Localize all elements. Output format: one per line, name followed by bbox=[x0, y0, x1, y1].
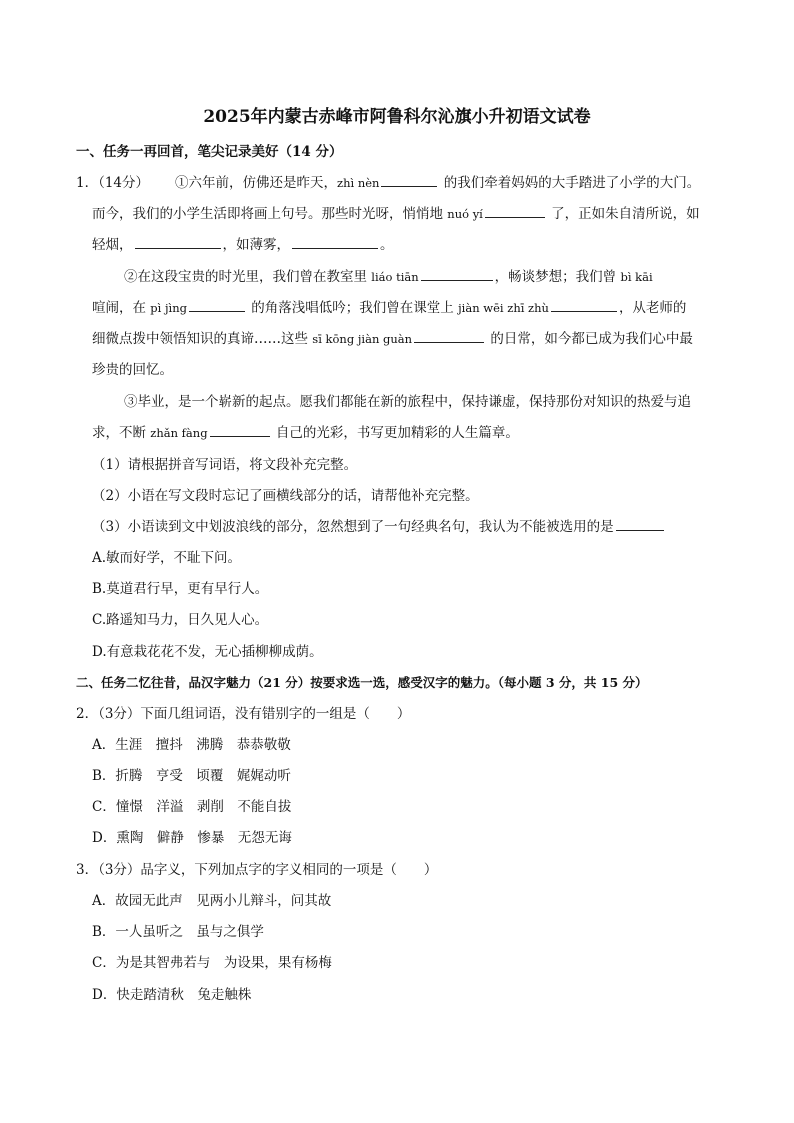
q1-p1-text-b: 的我们牵着妈妈的大手踏进了小学的大门。 bbox=[439, 175, 701, 191]
q1-option-d: D.有意栽花花不发，无心插柳柳成荫。 bbox=[92, 644, 323, 660]
q1-number: 1．（14分） bbox=[76, 175, 150, 191]
section-1-heading: 一、任务一再回首，笔尖记录美好（14 分） bbox=[76, 144, 343, 160]
section-2-heading: 二、任务二忆往昔，品汉字魅力（21 分）按要求选一选，感受汉字的魅力。（每小题 3 分，共 15 分） bbox=[76, 675, 648, 690]
q1-p2-text-b: ，畅谈梦想；我们曾 bbox=[494, 269, 621, 285]
q1-p2-text-a: ②在这段宝贵的时光里，我们曾在教室里 bbox=[124, 269, 372, 285]
pinyin-jianweizhizhu: jiàn wēi zhī zhù bbox=[458, 301, 549, 315]
q3-option-c: C．为是其智弗若与 为设果，果有杨梅 bbox=[92, 955, 332, 971]
q2-option-b: B．折腾 亨受 顷覆 娓娓动听 bbox=[92, 768, 291, 784]
pinyin-nuoyi: nuó yí bbox=[447, 207, 483, 221]
pinyin-pijing: pì jìng bbox=[150, 301, 188, 315]
q1-line-1 bbox=[76, 174, 700, 192]
q1-line-6 bbox=[92, 330, 693, 348]
q1-line-8 bbox=[124, 393, 691, 411]
q3-option-d: D．快走踏清秋 兔走触株 bbox=[92, 987, 252, 1003]
q1-sub-3-text: （3）小语读到文中划波浪线的部分，忽然想到了一句经典名句，我认为不能被选用的是 bbox=[92, 519, 614, 535]
q3-option-a: A．故园无此声 见两小儿辩斗，问其故 bbox=[92, 893, 332, 909]
q1-sub-2: （2）小语在写文段时忘记了画横线部分的话，请帮他补充完整。 bbox=[92, 488, 479, 504]
q1-p2-text-d: 的角落浅唱低吟；我们曾在课堂上 bbox=[247, 300, 459, 316]
q1-line-5 bbox=[92, 299, 686, 317]
pinyin-sikongjianguan: sī kōng jiàn guàn bbox=[312, 332, 413, 346]
q1-p1-text-a: ①六年前，仿佛还是昨天， bbox=[175, 175, 338, 191]
exam-title: 2025年内蒙古赤峰市阿鲁科尔沁旗小升初语文试卷 bbox=[203, 107, 591, 127]
blank-3[interactable] bbox=[135, 236, 221, 249]
q1-p1-text-f: ，如薄雾， bbox=[222, 237, 290, 253]
q1-line-2 bbox=[92, 205, 700, 223]
q1-option-c: C.路遥知马力，日久见人心。 bbox=[92, 612, 269, 628]
blank-5[interactable] bbox=[421, 268, 493, 281]
q1-p3-text-a: ③毕业，是一个崭新的起点。愿我们都能在新的旅程中，保持谦虚，保持那份对知识的热爱与追 bbox=[124, 394, 691, 410]
q1-p3-text-b: 求，不断 bbox=[92, 425, 151, 441]
q1-p1-text-g: 。 bbox=[380, 237, 394, 253]
blank-10[interactable] bbox=[616, 518, 664, 531]
q1-p1-text-c: 而今，我们的小学生活即将画上句号。那些时光呀，悄悄地 bbox=[92, 206, 448, 222]
pinyin-liaotian: liáo tiān bbox=[371, 270, 419, 284]
q3-option-b: B．一人虽听之 虽与之俱学 bbox=[92, 924, 264, 940]
q3-stem: 3．（3分）品字义，下列加点字的字义相同的一项是（ ） bbox=[76, 862, 438, 878]
pinyin-zhinen: zhì nèn bbox=[337, 176, 380, 190]
blank-6[interactable] bbox=[189, 299, 245, 312]
q1-line-9 bbox=[92, 424, 519, 442]
blank-8[interactable] bbox=[414, 330, 484, 343]
q1-p1-text-e: 轻烟， bbox=[92, 237, 133, 253]
q1-line-4 bbox=[124, 268, 653, 286]
q1-option-b: B.莫道君行早，更有早行人。 bbox=[92, 581, 269, 597]
pinyin-zhanfang: zhǎn fàng bbox=[150, 426, 208, 440]
q1-line-7 bbox=[92, 361, 173, 379]
q2-option-d: D．熏陶 僻静 惨暴 无怨无诲 bbox=[92, 830, 292, 846]
q1-p3-text-c: 自己的光彩，书写更加精彩的人生篇章。 bbox=[271, 425, 519, 441]
q2-option-a: A．生涯 擅抖 沸腾 恭恭敬敬 bbox=[92, 737, 291, 753]
q1-p2-text-c: 喧闹，在 bbox=[92, 300, 151, 316]
q2-stem: 2．（3分）下面几组词语，没有错别字的一组是（ ） bbox=[76, 706, 411, 722]
blank-2[interactable] bbox=[485, 205, 545, 218]
q1-p2-text-e: ，从老师的 bbox=[618, 300, 687, 316]
blank-1[interactable] bbox=[381, 174, 437, 187]
pinyin-bikai: bì kāi bbox=[620, 270, 653, 284]
blank-7[interactable] bbox=[551, 299, 617, 312]
q1-line-3 bbox=[92, 236, 394, 254]
q1-p2-text-g: 的日常，如今都已成为我们心中最 bbox=[486, 331, 693, 347]
q1-sub-1: （1）请根据拼音写词语，将文段补充完整。 bbox=[92, 457, 358, 473]
q2-option-c: C．憧憬 洋溢 剥削 不能自拔 bbox=[92, 799, 292, 815]
q1-sub-3 bbox=[92, 518, 666, 536]
blank-9[interactable] bbox=[210, 424, 270, 437]
q1-p2-text-h: 珍贵的回忆。 bbox=[92, 362, 173, 378]
q1-p2-text-f: 细微点拨中领悟知识的真谛……这些 bbox=[92, 331, 313, 347]
q1-option-a: A.敏而好学，不耻下问。 bbox=[92, 550, 242, 566]
blank-4[interactable] bbox=[292, 236, 378, 249]
q1-p1-text-d: 了，正如朱自清所说，如 bbox=[546, 206, 700, 222]
